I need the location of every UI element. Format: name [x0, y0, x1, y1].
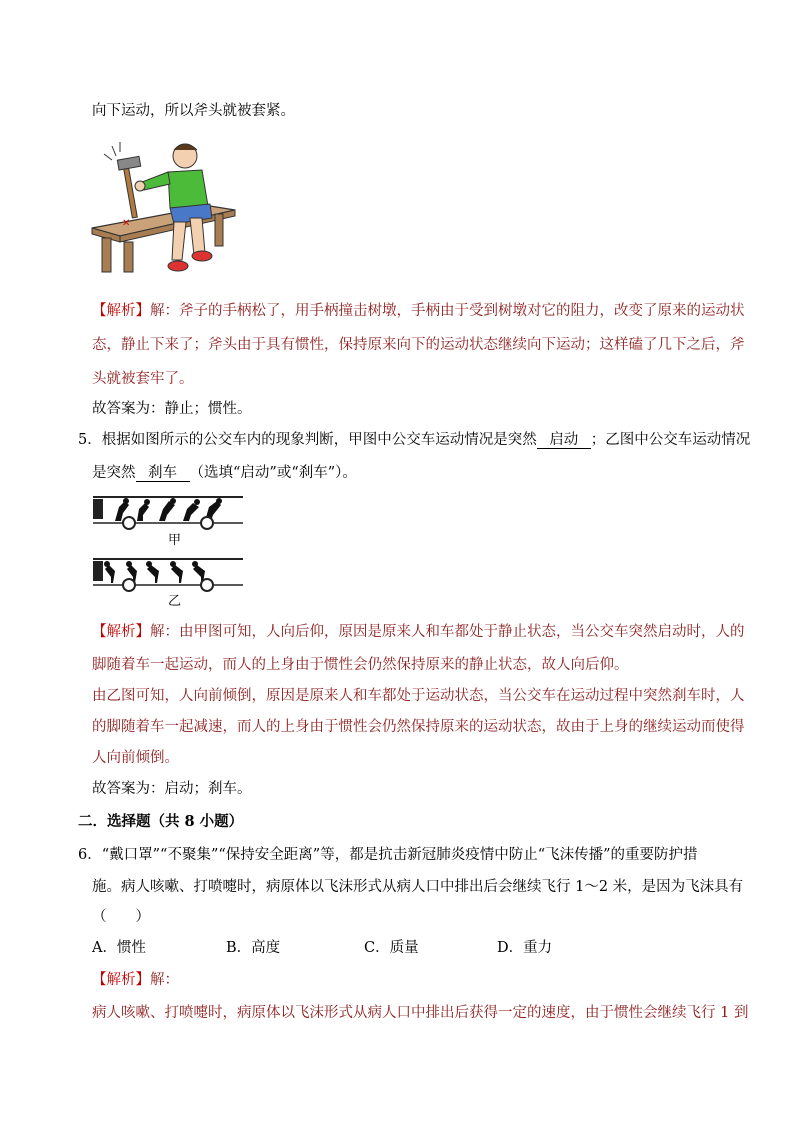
figure-caption: 甲 [168, 533, 182, 548]
analysis-line [92, 304, 745, 319]
question-line [78, 433, 750, 449]
analysis-line: 人向前倾倒。 [92, 750, 179, 766]
answer-line: 故答案为：静止；惯性。 [92, 401, 252, 417]
question-text: （选填“启动”或“刹车”）。 [189, 465, 357, 481]
analysis-tag: 【解析】 [92, 303, 150, 319]
section-heading: 二．选择题（共 8 小题） [78, 813, 244, 830]
analysis-line: 的脚随着车一起减速，而人的上身由于惯性会仍然保持原来的运动状态，故由于上身的继续运动而使得 [92, 719, 745, 735]
svg-text:✕: ✕ [122, 218, 131, 229]
answer-blank: 刹车 [136, 466, 190, 482]
analysis-line: 头就被套牢了。 [92, 371, 194, 387]
analysis-line [92, 973, 179, 988]
option-d[interactable]: D．重力 [497, 940, 553, 956]
text-line: 向下运动，所以斧头就被套紧。 [92, 103, 295, 119]
question-text: ；乙图中公交车运动情况 [590, 432, 751, 448]
analysis-tag: 【解析】 [92, 972, 150, 988]
analysis-line: 脚随着车一起运动，而人的上身由于惯性会仍然保持原来的静止状态，故人向后仰。 [92, 657, 629, 673]
analysis-text: 解：斧子的手柄松了，用手柄撞击树墩，手柄由于受到树墩对它的阻力，改变了原来的运动状 [150, 303, 745, 319]
question-blank-brackets: （ ） [92, 909, 150, 925]
analysis-tag: 【解析】 [92, 624, 150, 640]
bus-figure-a [93, 495, 243, 531]
option-c[interactable]: C．质量 [364, 940, 419, 956]
analysis-text: 解： [150, 972, 179, 988]
analysis-text: 解：由甲图可知，人向后仰，原因是原来人和车都处于静止状态，当公交车突然启动时，人的 [150, 624, 745, 640]
analysis-line: 态，静止下来了；斧头由于具有惯性，保持原来向下的运动状态继续向下运动；这样磕了几下之后，斧 [92, 337, 745, 353]
question-text: 是突然 [92, 465, 136, 481]
figure-caption: 乙 [168, 594, 182, 609]
hammer-man-illustration [90, 138, 240, 278]
question-line: 施。病人咳嗽、打喷嚏时，病原体以飞沫形式从病人口中排出后会继续飞行 1～2 米，是因为飞沫具有 [92, 879, 744, 895]
question-text: 5．根据如图所示的公交车内的现象判断，甲图中公交车运动情况是突然 [78, 432, 537, 448]
analysis-line: 病人咳嗽、打喷嚏时，病原体以飞沫形式从病人口中排出后获得一定的速度，由于惯性会继续飞行 1 到 [92, 1005, 749, 1021]
answer-line: 故答案为：启动；刹车。 [92, 781, 252, 797]
option-b[interactable]: B．高度 [226, 940, 281, 956]
analysis-line: 由乙图可知，人向前倾倒，原因是原来人和车都处于运动状态，当公交车在运动过程中突然刹车时，人 [92, 688, 745, 704]
question-line [92, 466, 357, 482]
answer-blank: 启动 [537, 433, 591, 449]
analysis-line [92, 625, 745, 640]
question-line: 6．“戴口罩”“不聚集”“保持安全距离”等，都是抗击新冠肺炎疫情中防止“飞沫传播”的重要防护措 [78, 847, 698, 863]
option-a[interactable]: A．惯性 [92, 940, 146, 956]
bus-figure-b [93, 557, 243, 593]
